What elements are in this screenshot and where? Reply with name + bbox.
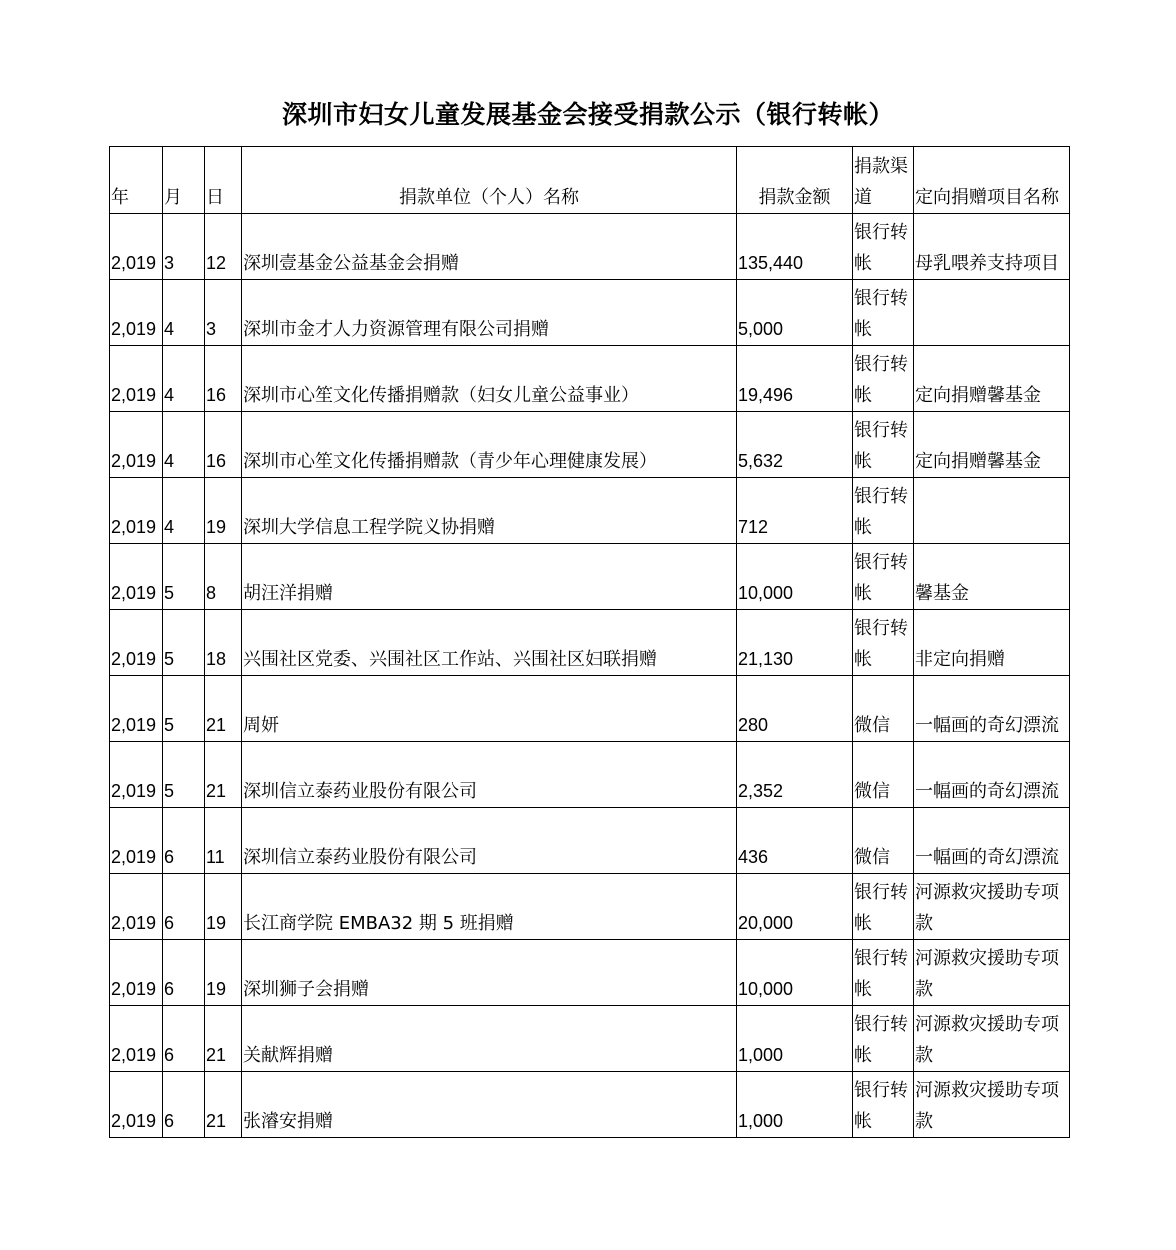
cell-project: 河源救灾援助专项款 bbox=[914, 1072, 1070, 1138]
cell-amount: 19,496 bbox=[737, 346, 853, 412]
table-row bbox=[110, 544, 1070, 610]
cell-channel: 银行转帐 bbox=[853, 1072, 914, 1138]
cell-day: 12 bbox=[205, 214, 242, 280]
cell-project: 河源救灾援助专项款 bbox=[914, 1006, 1070, 1072]
cell-project: 母乳喂养支持项目 bbox=[914, 214, 1070, 280]
cell-donor-name: 胡汪洋捐赠 bbox=[242, 544, 737, 610]
cell-project: 河源救灾援助专项款 bbox=[914, 874, 1070, 940]
cell-project: 定向捐赠馨基金 bbox=[914, 412, 1070, 478]
cell-month: 6 bbox=[163, 1006, 205, 1072]
cell-day: 21 bbox=[205, 1006, 242, 1072]
table-row bbox=[110, 412, 1070, 478]
table-row bbox=[110, 808, 1070, 874]
cell-channel: 银行转帐 bbox=[853, 940, 914, 1006]
cell-day: 8 bbox=[205, 544, 242, 610]
cell-donor-name: 长江商学院 EMBA32 期 5 班捐赠 bbox=[242, 874, 737, 940]
table-row bbox=[110, 742, 1070, 808]
cell-donor-name: 深圳市金才人力资源管理有限公司捐赠 bbox=[242, 280, 737, 346]
cell-donor-name: 张濬安捐赠 bbox=[242, 1072, 737, 1138]
cell-month: 6 bbox=[163, 1072, 205, 1138]
document-title: 深圳市妇女儿童发展基金会接受捐款公示（银行转帐） bbox=[281, 100, 894, 129]
cell-project bbox=[914, 280, 1070, 346]
cell-amount: 436 bbox=[737, 808, 853, 874]
cell-amount: 21,130 bbox=[737, 610, 853, 676]
cell-year: 2,019 bbox=[110, 478, 163, 544]
cell-day: 21 bbox=[205, 1072, 242, 1138]
table-row bbox=[110, 280, 1070, 346]
cell-channel: 微信 bbox=[853, 808, 914, 874]
cell-year: 2,019 bbox=[110, 346, 163, 412]
table-row bbox=[110, 346, 1070, 412]
table-row bbox=[110, 676, 1070, 742]
cell-amount: 5,000 bbox=[737, 280, 853, 346]
cell-month: 5 bbox=[163, 544, 205, 610]
table-row bbox=[110, 1072, 1070, 1138]
cell-project: 一幅画的奇幻漂流 bbox=[914, 676, 1070, 742]
cell-channel: 银行转帐 bbox=[853, 412, 914, 478]
cell-amount: 280 bbox=[737, 676, 853, 742]
cell-amount: 10,000 bbox=[737, 544, 853, 610]
header-month: 月 bbox=[163, 147, 205, 214]
table-row bbox=[110, 940, 1070, 1006]
table-row bbox=[110, 214, 1070, 280]
cell-year: 2,019 bbox=[110, 676, 163, 742]
cell-channel: 银行转帐 bbox=[853, 544, 914, 610]
header-donor-name: 捐款单位（个人）名称 bbox=[242, 147, 737, 214]
table-row bbox=[110, 1006, 1070, 1072]
cell-project bbox=[914, 478, 1070, 544]
cell-donor-name: 深圳市心笙文化传播捐赠款（青少年心理健康发展） bbox=[242, 412, 737, 478]
cell-year: 2,019 bbox=[110, 742, 163, 808]
cell-project: 河源救灾援助专项款 bbox=[914, 940, 1070, 1006]
header-channel: 捐款渠道 bbox=[853, 147, 914, 214]
header-year: 年 bbox=[110, 147, 163, 214]
cell-day: 19 bbox=[205, 940, 242, 1006]
cell-amount: 1,000 bbox=[737, 1072, 853, 1138]
cell-channel: 微信 bbox=[853, 676, 914, 742]
cell-amount: 1,000 bbox=[737, 1006, 853, 1072]
cell-channel: 银行转帐 bbox=[853, 478, 914, 544]
cell-channel: 银行转帐 bbox=[853, 280, 914, 346]
cell-year: 2,019 bbox=[110, 940, 163, 1006]
cell-channel: 银行转帐 bbox=[853, 1006, 914, 1072]
cell-month: 5 bbox=[163, 610, 205, 676]
cell-donor-name: 深圳壹基金公益基金会捐赠 bbox=[242, 214, 737, 280]
table-row bbox=[110, 478, 1070, 544]
cell-year: 2,019 bbox=[110, 1006, 163, 1072]
header-project: 定向捐赠项目名称 bbox=[914, 147, 1070, 214]
cell-month: 4 bbox=[163, 412, 205, 478]
cell-year: 2,019 bbox=[110, 544, 163, 610]
cell-donor-name: 周妍 bbox=[242, 676, 737, 742]
cell-donor-name: 深圳市心笙文化传播捐赠款（妇女儿童公益事业） bbox=[242, 346, 737, 412]
cell-month: 5 bbox=[163, 742, 205, 808]
cell-day: 18 bbox=[205, 610, 242, 676]
cell-day: 11 bbox=[205, 808, 242, 874]
cell-year: 2,019 bbox=[110, 280, 163, 346]
cell-year: 2,019 bbox=[110, 1072, 163, 1138]
header-day: 日 bbox=[205, 147, 242, 214]
cell-amount: 20,000 bbox=[737, 874, 853, 940]
table-row bbox=[110, 610, 1070, 676]
cell-donor-name: 深圳狮子会捐赠 bbox=[242, 940, 737, 1006]
table-body bbox=[110, 214, 1070, 1138]
cell-project: 馨基金 bbox=[914, 544, 1070, 610]
cell-day: 21 bbox=[205, 676, 242, 742]
cell-day: 16 bbox=[205, 412, 242, 478]
cell-month: 6 bbox=[163, 808, 205, 874]
donation-table bbox=[109, 146, 1070, 1138]
table-row bbox=[110, 874, 1070, 940]
cell-day: 21 bbox=[205, 742, 242, 808]
cell-year: 2,019 bbox=[110, 412, 163, 478]
cell-day: 19 bbox=[205, 874, 242, 940]
cell-channel: 银行转帐 bbox=[853, 346, 914, 412]
cell-amount: 135,440 bbox=[737, 214, 853, 280]
cell-project: 一幅画的奇幻漂流 bbox=[914, 808, 1070, 874]
cell-day: 3 bbox=[205, 280, 242, 346]
cell-project: 定向捐赠馨基金 bbox=[914, 346, 1070, 412]
cell-day: 19 bbox=[205, 478, 242, 544]
cell-donor-name: 兴围社区党委、兴围社区工作站、兴围社区妇联捐赠 bbox=[242, 610, 737, 676]
cell-channel: 微信 bbox=[853, 742, 914, 808]
cell-donor-name: 深圳信立泰药业股份有限公司 bbox=[242, 808, 737, 874]
cell-year: 2,019 bbox=[110, 214, 163, 280]
cell-year: 2,019 bbox=[110, 874, 163, 940]
header-amount: 捐款金额 bbox=[737, 147, 853, 214]
cell-day: 16 bbox=[205, 346, 242, 412]
cell-donor-name: 深圳信立泰药业股份有限公司 bbox=[242, 742, 737, 808]
cell-project: 非定向捐赠 bbox=[914, 610, 1070, 676]
cell-amount: 5,632 bbox=[737, 412, 853, 478]
cell-month: 5 bbox=[163, 676, 205, 742]
cell-project: 一幅画的奇幻漂流 bbox=[914, 742, 1070, 808]
cell-month: 4 bbox=[163, 280, 205, 346]
cell-month: 6 bbox=[163, 874, 205, 940]
cell-month: 4 bbox=[163, 478, 205, 544]
cell-channel: 银行转帐 bbox=[853, 610, 914, 676]
cell-donor-name: 关献辉捐赠 bbox=[242, 1006, 737, 1072]
cell-month: 3 bbox=[163, 214, 205, 280]
cell-channel: 银行转帐 bbox=[853, 214, 914, 280]
cell-amount: 712 bbox=[737, 478, 853, 544]
cell-donor-name: 深圳大学信息工程学院义协捐赠 bbox=[242, 478, 737, 544]
cell-amount: 2,352 bbox=[737, 742, 853, 808]
cell-amount: 10,000 bbox=[737, 940, 853, 1006]
cell-year: 2,019 bbox=[110, 808, 163, 874]
cell-channel: 银行转帐 bbox=[853, 874, 914, 940]
cell-month: 4 bbox=[163, 346, 205, 412]
cell-year: 2,019 bbox=[110, 610, 163, 676]
cell-month: 6 bbox=[163, 940, 205, 1006]
table-header-row bbox=[110, 147, 1070, 214]
